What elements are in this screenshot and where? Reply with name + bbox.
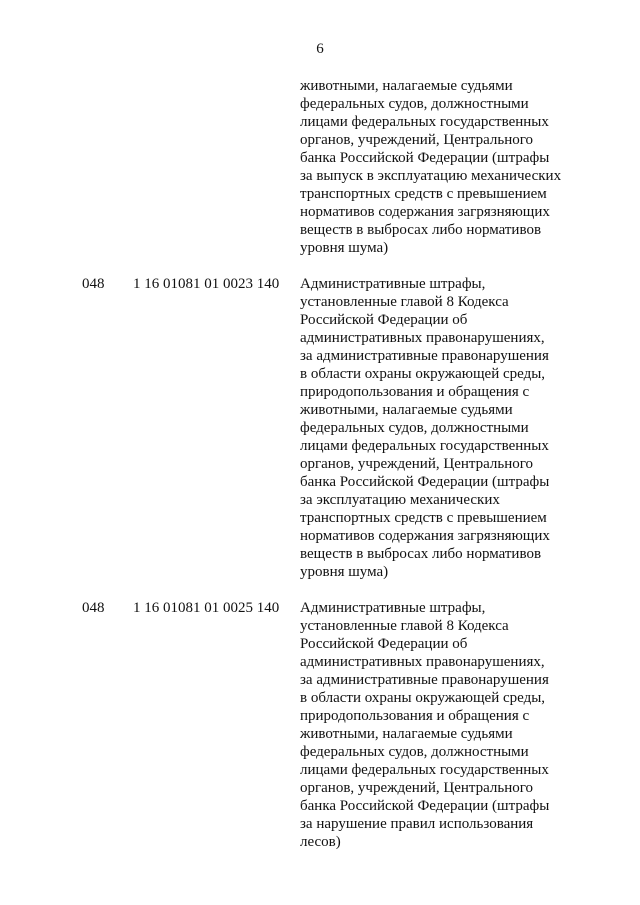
description-line: банка Российской Федерации (штрафы [300, 150, 550, 166]
description-line: в области охраны окружающей среды, [300, 366, 546, 382]
row-description [300, 599, 562, 851]
description-line: административных правонарушениях, [300, 330, 545, 346]
description-line: животными, налагаемые судьями [300, 402, 513, 418]
description-line: банка Российской Федерации (штрафы [300, 798, 550, 814]
row-description [300, 77, 562, 257]
admin-code: 048 [82, 276, 105, 292]
budget-classification-code: 1 16 01081 01 0025 140 [133, 600, 280, 616]
description-line: лицами федеральных государственных [300, 114, 549, 130]
table-row [0, 599, 640, 851]
description-line: за выпуск в эксплуатацию механических [300, 168, 562, 184]
page-number: 6 [316, 41, 324, 57]
description-line: за административные правонарушения [300, 672, 549, 688]
description-line: федеральных судов, должностными [300, 420, 529, 436]
description-line: веществ в выбросах либо нормативов [300, 222, 542, 238]
description-line: федеральных судов, должностными [300, 744, 529, 760]
admin-code: 048 [82, 600, 105, 616]
description-line: органов, учреждений, Центрального [300, 132, 534, 148]
description-line: животными, налагаемые судьями [300, 726, 513, 742]
description-line: нормативов содержания загрязняющих [300, 204, 550, 220]
table-row [0, 77, 640, 257]
budget-classification-code: 1 16 01081 01 0023 140 [133, 276, 280, 292]
description-line: органов, учреждений, Центрального [300, 780, 534, 796]
table-row [0, 275, 640, 581]
document-table [0, 77, 640, 851]
description-line: Российской Федерации об [300, 636, 468, 652]
description-line: федеральных судов, должностными [300, 96, 529, 112]
description-line: органов, учреждений, Центрального [300, 456, 534, 472]
description-line: за нарушение правил использования [300, 816, 534, 832]
description-line: уровня шума) [300, 564, 389, 580]
description-line: за эксплуатацию механических [300, 492, 500, 508]
description-line: нормативов содержания загрязняющих [300, 528, 550, 544]
description-line: Административные штрафы, [300, 600, 486, 616]
description-line: административных правонарушениях, [300, 654, 545, 670]
description-line: уровня шума) [300, 240, 389, 256]
description-line: транспортных средств с превышением [300, 186, 547, 202]
description-line: в области охраны окружающей среды, [300, 690, 546, 706]
description-line: за административные правонарушения [300, 348, 549, 364]
description-line: лесов) [300, 834, 341, 850]
description-line: лицами федеральных государственных [300, 762, 549, 778]
description-line: веществ в выбросах либо нормативов [300, 546, 542, 562]
description-line: природопользования и обращения с [300, 384, 530, 400]
description-line: Российской Федерации об [300, 312, 468, 328]
description-line: установленные главой 8 Кодекса [300, 618, 509, 634]
description-line: Административные штрафы, [300, 276, 486, 292]
description-line: установленные главой 8 Кодекса [300, 294, 509, 310]
description-line: животными, налагаемые судьями [300, 78, 513, 94]
row-description [300, 275, 562, 581]
description-line: банка Российской Федерации (штрафы [300, 474, 550, 490]
description-line: природопользования и обращения с [300, 708, 530, 724]
description-line: транспортных средств с превышением [300, 510, 547, 526]
description-line: лицами федеральных государственных [300, 438, 549, 454]
